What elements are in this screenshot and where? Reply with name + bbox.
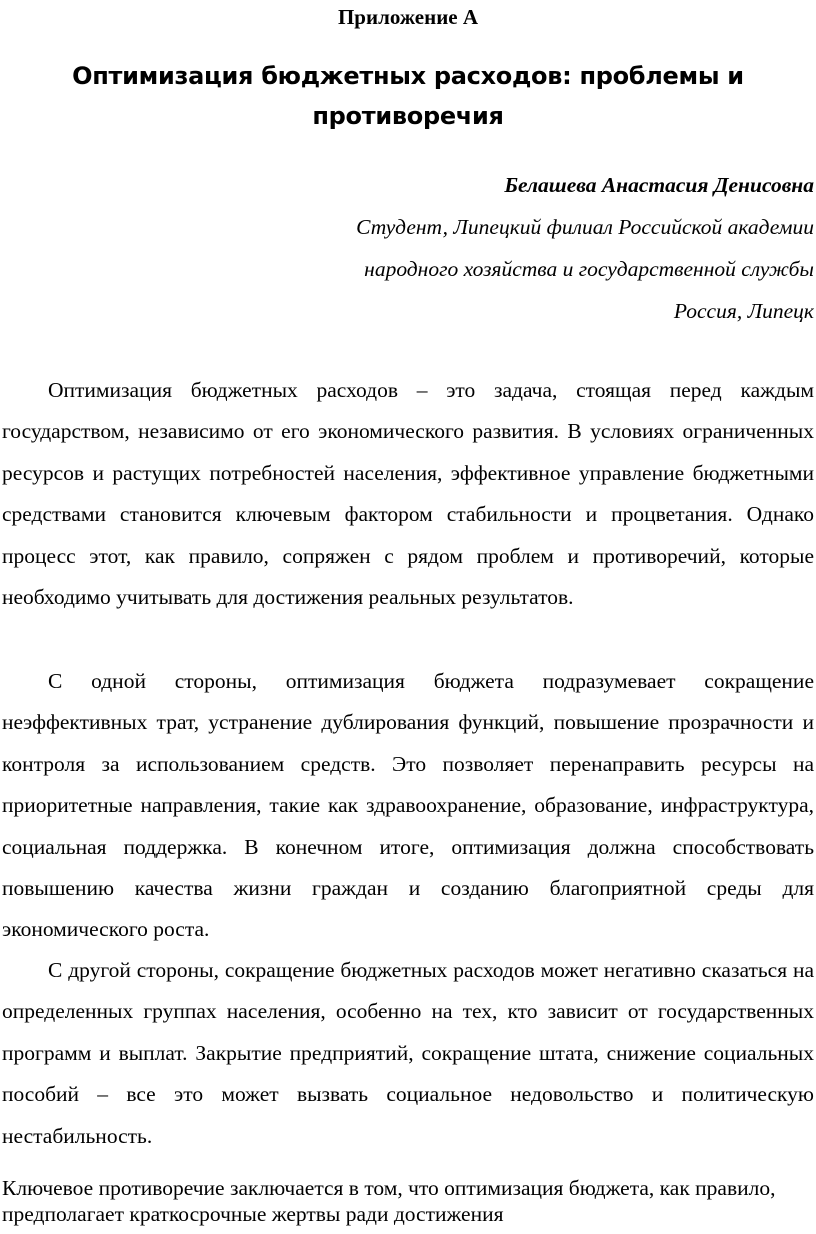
body-section-4 xyxy=(2,1175,814,1227)
author-location: Россия, Липецк xyxy=(673,299,814,323)
paragraph-3: С другой стороны, сокращение бюджетных расходов может негативно сказаться на определенных группах населения, особенно на тех, кто зависит от государственных программ и выплат. Закрытие предприятий, сокращение штата, снижение социальных пособий – все это может вызвать социальное недовольство и политическую нестабильность. xyxy=(2,958,814,1148)
author-affiliation-line-1: Студент, Липецкий филиал Российской академии xyxy=(356,215,814,239)
body-section-1 xyxy=(2,370,814,618)
body-section-2 xyxy=(2,661,814,951)
document-title: Оптимизация бюджетных расходов: проблемы и противоречия xyxy=(72,62,744,130)
author-name: Белашева Анастасия Денисовна xyxy=(504,173,814,197)
appendix-label: Приложение А xyxy=(337,5,479,29)
author-block xyxy=(214,164,814,332)
body-section-3 xyxy=(2,950,814,1157)
paragraph-4: Ключевое противоречие заключается в том, что оптимизация бюджета, как правило, предполагает краткосрочные жертвы ради достижения xyxy=(2,1176,776,1226)
paragraph-1: Оптимизация бюджетных расходов – это задача, стоящая перед каждым государством, независимо от его экономического развития. В условиях ограниченных ресурсов и растущих потребностей населения, эффективное управление бюджетными средствами становится ключевым фактором стабильности и процветания. Однако процесс этот, как правило, сопряжен с рядом проблем и противоречий, которые необходимо учитывать для достижения реальных результатов. xyxy=(2,378,814,610)
paragraph-2: С одной стороны, оптимизация бюджета подразумевает сокращение неэффективных трат, устранение дублирования функций, повышение прозрачности и контроля за использованием средств. Это позволяет перенаправить ресурсы на приоритетные направления, такие как здравоохранение, образование, инфраструктура, социальная поддержка. В конечном итоге, оптимизация должна способствовать повышению качества жизни граждан и созданию благоприятной среды для экономического роста. xyxy=(2,669,814,942)
author-affiliation-line-2: народного хозяйства и государственной службы xyxy=(364,257,814,281)
